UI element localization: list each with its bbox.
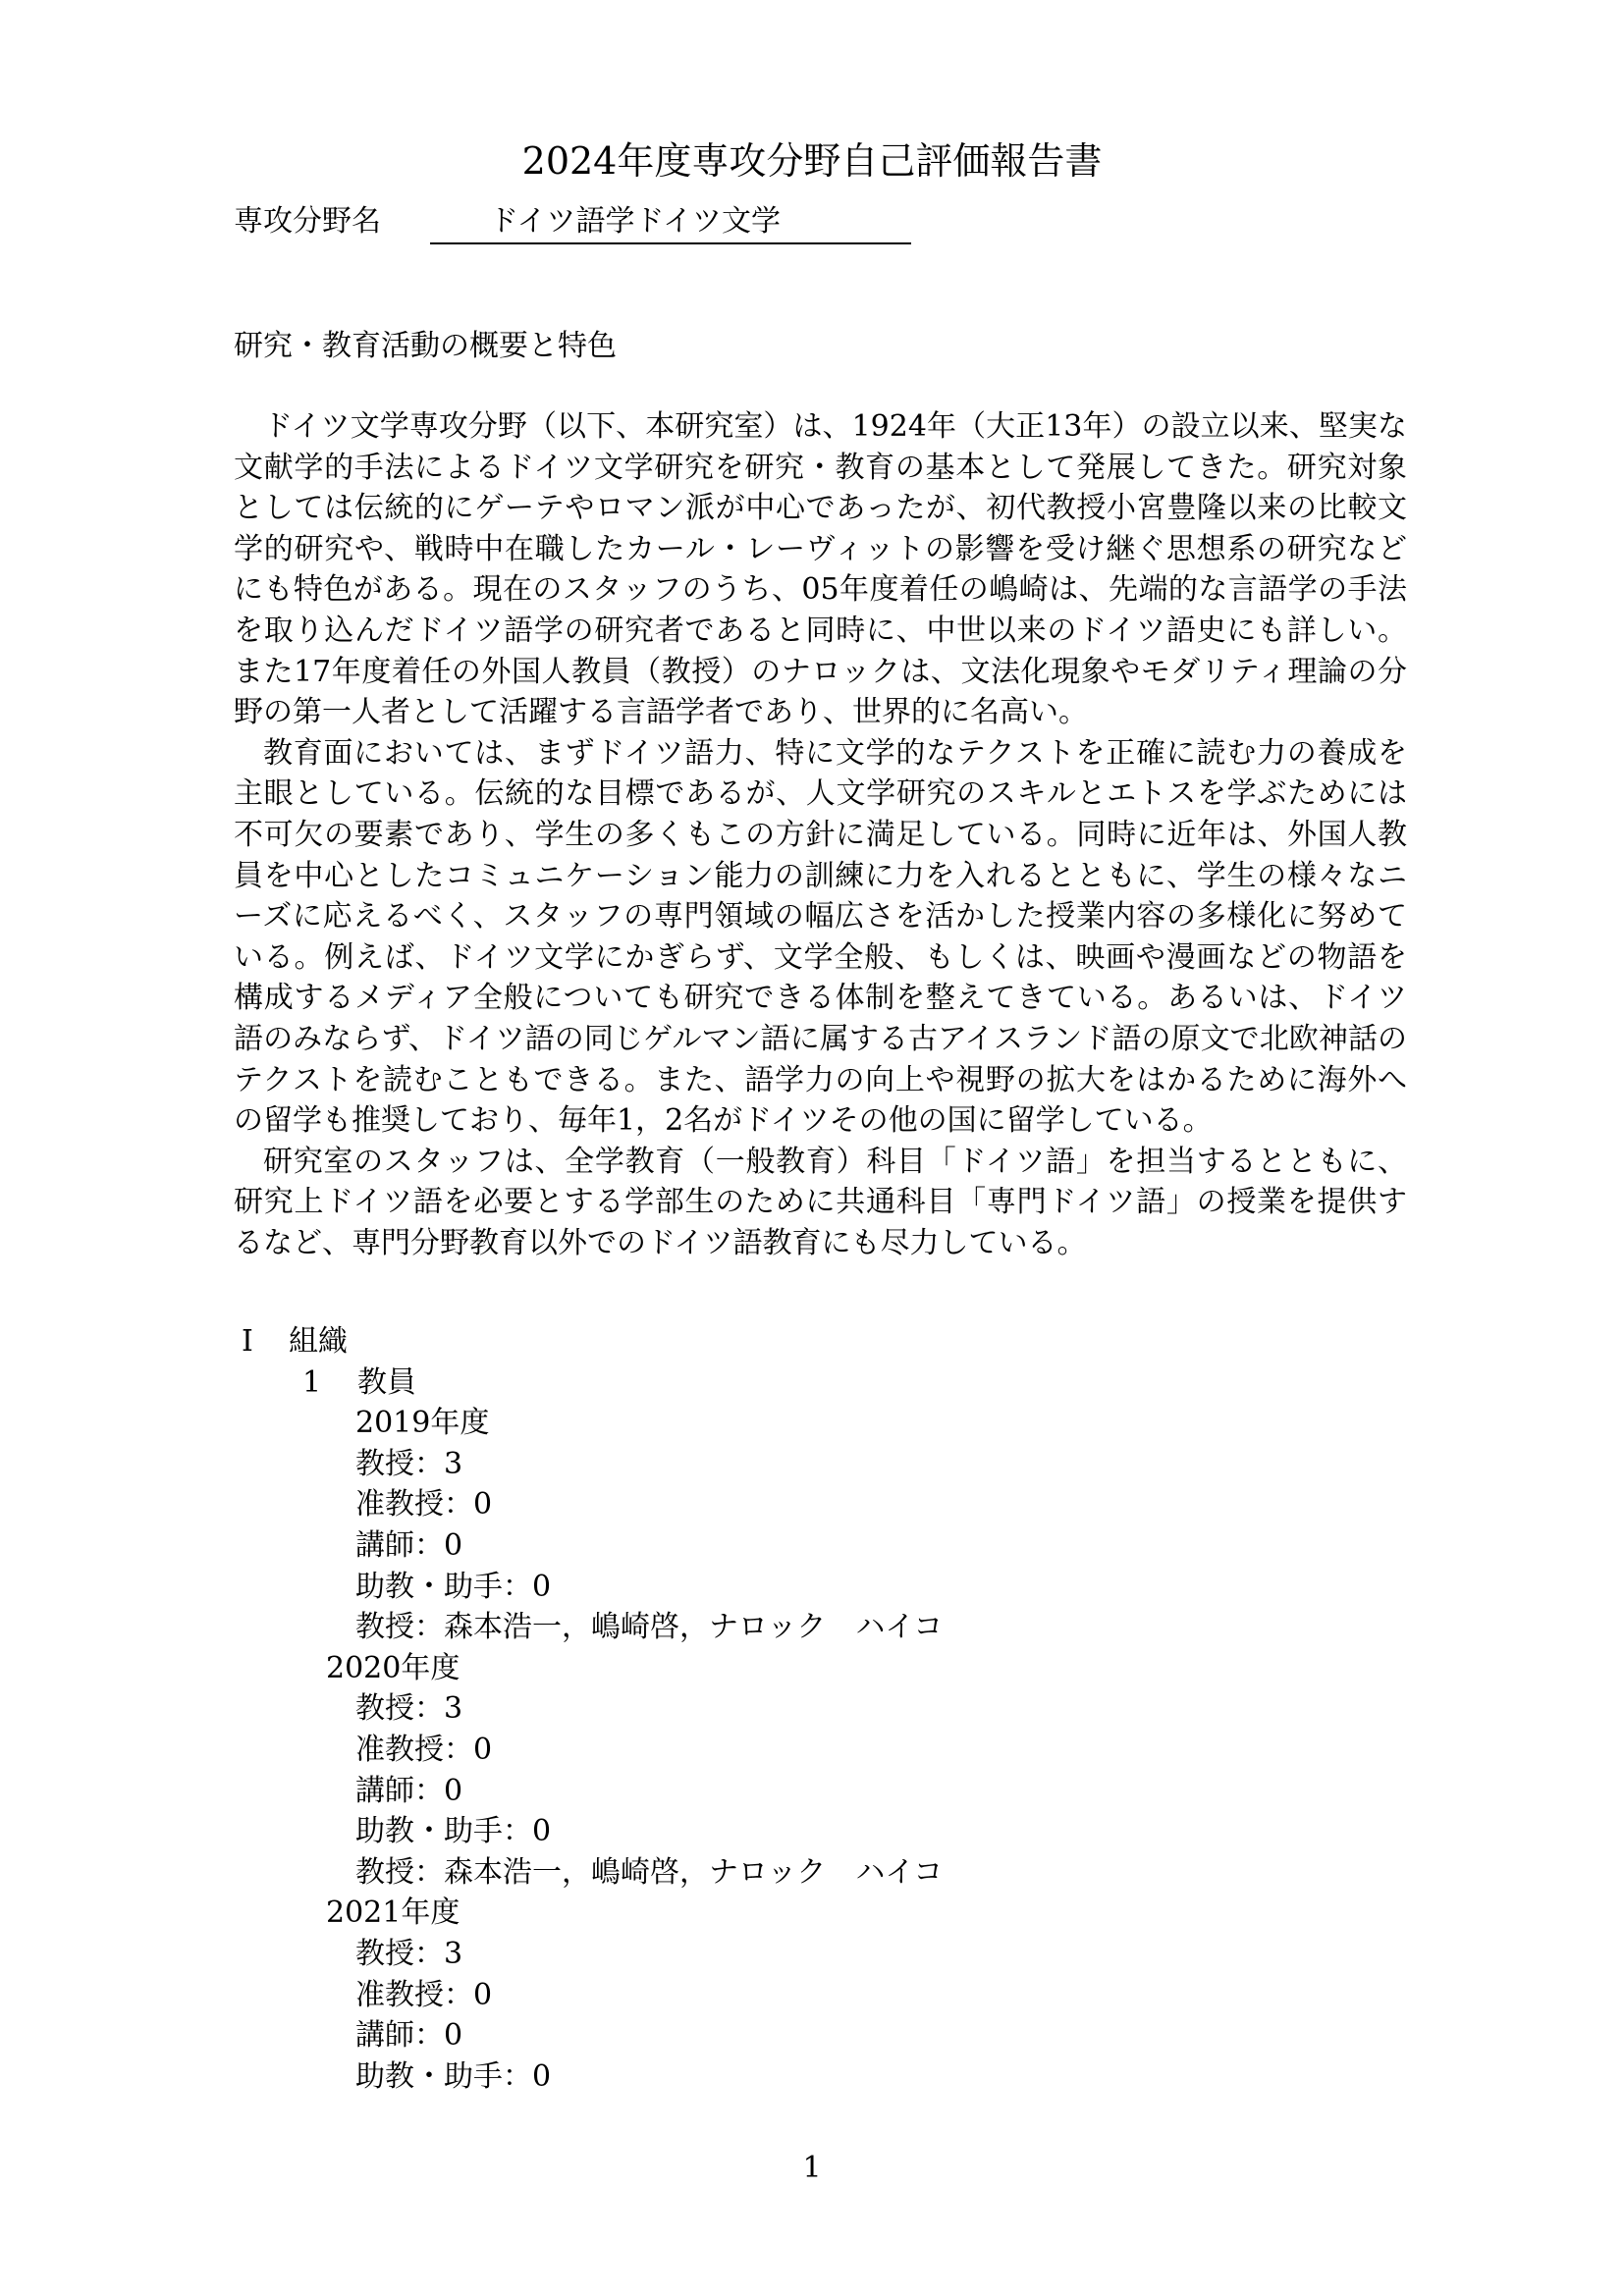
page-number: 1	[802, 2151, 822, 2185]
staff-line: 講師：0	[355, 1773, 463, 1808]
staff-line: 講師：0	[355, 1527, 463, 1563]
section-number: I	[242, 1324, 253, 1359]
staff-line: 教授：3	[355, 1936, 463, 1971]
subsection-number: 1	[302, 1364, 322, 1400]
year-label: 2021年度	[326, 1896, 460, 1931]
faculty-title: 教員	[357, 1364, 416, 1400]
paragraph: 教育面においては、まずドイツ語力、特に文学的なテクストを正確に読む力の養成を主眼としている。伝統的な目標であるが、人文学研究のスキルとエトスを学ぶためには不可欠の要素であり、学生の多くもこの方針に満足している。同時に近年は、外国人教員を中心としたコミュニケーション能力の訓練に力を入れるとともに、学生の様々なニーズに応えるべく、スタッフの専門領域の幅広さを活かした授業内容の多様化に努めている。例えば、ドイツ文学にかぎらず、文学全般、もしくは、映画や漫画などの物語を構成するメディア全般についても研究できる体制を整えてきている。あるいは、ドイツ語のみならず、ドイツ語の同じゲルマン語に属する古アイスランド語の原文で北欧神話のテクストを読むこともできる。また、語学力の向上や視野の拡大をはかるために海外への留学も推奨しており、毎年1，2名がドイツその他の国に留学している。	[234, 735, 1407, 1139]
year-label: 2019年度	[355, 1406, 490, 1441]
staff-line: 助教・助手：0	[355, 2058, 552, 2094]
staff-line: 教授：3	[355, 1691, 463, 1727]
report-title: 2024年度専攻分野自己評価報告書	[521, 139, 1103, 183]
field-name-row	[234, 201, 911, 244]
section-heading: 研究・教育活動の概要と特色	[234, 329, 617, 363]
staff-line: 准教授：0	[355, 1487, 493, 1522]
paragraph: 研究室のスタッフは、全学教育（一般教育）科目「ドイツ語」を担当するとともに、研究上ドイツ語を必要とする学部生のために共通科目「専門ドイツ語」の授業を提供するなど、専門分野教育以外でのドイツ語教育にも尽力している。	[234, 1144, 1407, 1260]
field-name-value: ドイツ語学ドイツ文学	[430, 201, 911, 244]
faculty-heading	[234, 1362, 943, 1404]
organization-section	[234, 1321, 943, 2097]
staff-line: 教授：3	[355, 1446, 463, 1481]
organization-title: 組織	[289, 1324, 348, 1359]
paragraph: ドイツ文学専攻分野（以下、本研究室）は、1924年（大正13年）の設立以来、堅実な文献学的手法によるドイツ文学研究を研究・教育の基本として発展してきた。研究対象としては伝統的にゲーテやロマン派が中心であったが、初代教授小宮豊隆以来の比較文学的研究や、戦時中在職したカール・レーヴィットの影響を受け継ぐ思想系の研究などにも特色がある。現在のスタッフのうち、05年度着任の嶋崎は、先端的な言語学の手法を取り込んだドイツ語学の研究者であると同時に、中世以来のドイツ語史にも詳しい。また17年度着任の外国人教員（教授）のナロックは、文法化現象やモダリティ理論の分野の第一人者として活躍する言語学者であり、世界的に名高い。	[234, 409, 1407, 730]
staff-line: 教授：森本浩一，嶋崎啓，ナロック ハイコ	[355, 1610, 944, 1645]
staff-line: 講師：0	[355, 2018, 463, 2054]
staff-line: 助教・助手：0	[355, 1569, 552, 1604]
overview-body	[234, 406, 1407, 1263]
field-name-label: 専攻分野名	[234, 204, 381, 239]
staff-line: 助教・助手：0	[355, 1814, 552, 1849]
staff-line: 准教授：0	[355, 1732, 493, 1767]
staff-line: 教授：森本浩一，嶋崎啓，ナロック ハイコ	[355, 1854, 944, 1890]
staff-line: 准教授：0	[355, 1977, 493, 2012]
year-label: 2020年度	[326, 1650, 460, 1685]
organization-heading	[234, 1321, 943, 1362]
